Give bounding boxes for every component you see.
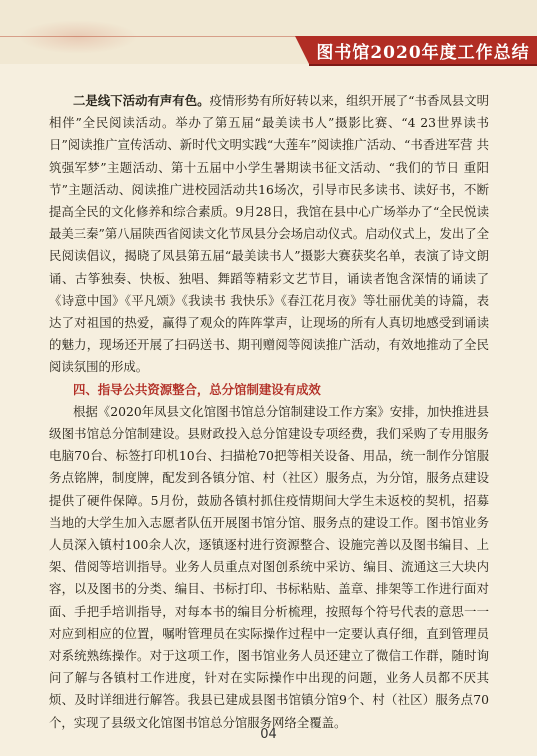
paragraph-offline-activities [49, 90, 489, 379]
section-heading: 四、指导公共资源整合，总分馆制建设有成效 [73, 381, 321, 397]
paragraph-lead: 二是线下活动有声有色。 [73, 93, 210, 108]
article-body [49, 90, 489, 734]
paragraph-branch-system: 根据《2020年凤县文化馆图书馆总分馆制建设工作方案》安排，加快推进县级图书馆总分馆制建设。县财政投入总分馆建设专项经费，我们采购了专用服务电脑70台、标签打印机10台、扫描枪70把等相关设备、用品，统一制作分馆服务点铭牌，制度牌，配发到各镇分馆、村（社区）服务点，为分馆，服务点建设提供了硬件保障。5月份，鼓励各镇村抓住疫情期间大学生未返校的契机，招募当地的大学生加入志愿者队伍开展图书馆分馆、服务点的建设工作。图书馆业务人员深入镇村100余人次，逐镇逐村进行资源整合、设施完善以及图书编目、上架、借阅等培训指导。业务人员重点对图创系统中采访、编目、流通这三大块内容，以及图书的分类、编目、书标打印、书标粘贴、盖章、排架等工作进行面对面、手把手培训指导，对每本书的编目分析梳理，按照每个符号代表的意思一一对应到相应的位置，嘱咐管理员在实际操作过程中一定要认真仔细，直到管理员对系统熟练操作。对于这项工作，图书馆业务人员还建立了微信工作群，随时询问了解与各镇村工作进度，针对在实际操作中出现的问题，业务人员都不厌其烦、及时详细进行解答。我县已建成县图书馆镇分馆9个、村（社区）服务点70个，实现了县级文化馆图书馆总分馆服务网络全覆盖。 [49, 403, 489, 730]
paragraph-text: 疫情形势有所好转以来，组织开展了“书香凤县文明相伴”全民阅读活动。举办了第五届“最美读书人”摄影比赛、“4 23世界读书日”阅读推广宣传活动、新时代文明实践“大莲车”阅读推广活动、“书香进军营 共筑强军梦”主题活动、第十五届中小学生暑期读书征文活动、“我们的节日 重阳节”主题活动、阅读推广进校园活动共16场次，引导市民多读书、读好书，不断提高全民的文化修养和综合素质。9月28日，我馆在县中心广场举办了“全民悦读 最美三秦”第八届陕西省阅读文化节凤县分会场启动仪式。启动仪式上，发出了全民阅读倡议，揭晓了凤县第五届“最美读书人”摄影大赛获奖名单，表演了诗文朗诵、古筝独奏、快板、独唱、舞蹈等精彩文艺节目，诵读者饱含深情的诵读了《诗意中国》《平凡颂》《我读书 我快乐》《春江花月夜》等壮丽优美的诗篇，表达了对祖国的热爱，赢得了观众的阵阵掌声，让现场的所有人真切地感受到诵读的魅力，现场还开展了扫码送书、期刊赠阅等阅读推广活动，有效地推动了全民阅读氛围的形成。 [49, 93, 490, 375]
page-title: 图书馆2020年度工作总结 [316, 42, 530, 63]
header-title-box [309, 36, 537, 66]
header-ink-decoration [18, 20, 138, 54]
page-number: 04 [260, 727, 277, 742]
